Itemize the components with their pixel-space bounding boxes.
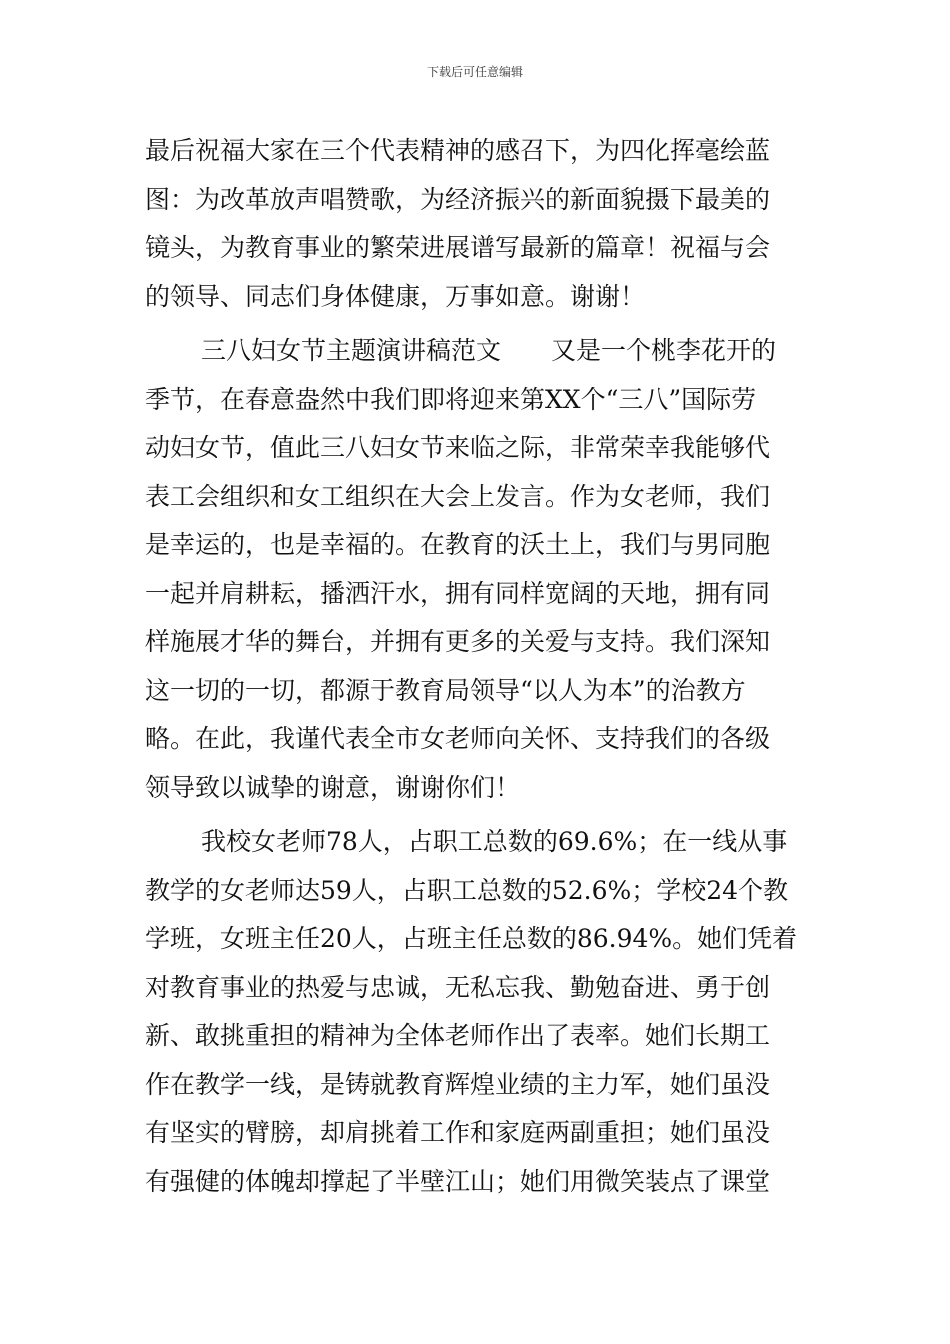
text-line: 的领导、同志们身体健康，万事如意。谢谢！ bbox=[145, 281, 646, 311]
paragraph bbox=[145, 327, 810, 812]
text-line: 领导致以诚挚的谢意，谢谢你们！ bbox=[145, 772, 521, 802]
text-line: 有坚实的臂膀，却肩挑着工作和家庭两副重担；她们虽没 bbox=[145, 1118, 771, 1147]
document-body bbox=[145, 127, 810, 1206]
paragraph bbox=[145, 818, 810, 1206]
text-line: 对教育事业的热爱与忠诚，无私忘我、勤勉奋进、勇于创 bbox=[145, 972, 771, 1002]
text-line: 有强健的体魄却撑起了半壁江山；她们用微笑装点了课堂 bbox=[145, 1166, 771, 1196]
text-line: 季节，在春意盎然中我们即将迎来第XX个“三八”国际劳 bbox=[145, 384, 757, 414]
text-line: 图：为改革放声唱赞歌，为经济振兴的新面貌摄下最美的 bbox=[145, 184, 771, 214]
text-line: 镜头，为教育事业的繁荣进展谱写最新的篇章！祝福与会 bbox=[145, 233, 771, 262]
text-line: 表工会组织和女工组织在大会上发言。作为女老师，我们 bbox=[145, 481, 771, 511]
text-line: 教学的女老师达59人，占职工总数的52.6%；学校24个教 bbox=[145, 875, 789, 905]
text-line: 一起并肩耕耘，播洒汗水，拥有同样宽阔的天地，拥有同 bbox=[145, 578, 771, 608]
text-line: 略。在此，我谨代表全市女老师向关怀、支持我们的各级 bbox=[145, 724, 771, 753]
paragraph bbox=[145, 127, 810, 321]
text-line: 是幸运的，也是幸福的。在教育的沃土上，我们与男同胞 bbox=[145, 530, 771, 559]
text-line: 最后祝福大家在三个代表精神的感召下，为四化挥毫绘蓝 bbox=[145, 136, 771, 165]
page-header: 下载后可任意编辑 bbox=[426, 65, 523, 79]
text-line: 学班，女班主任20人，占班主任总数的86.94%。她们凭着 bbox=[145, 924, 798, 953]
text-line: 我校女老师78人，占职工总数的69.6%；在一线从事 bbox=[201, 827, 788, 856]
text-line: 作在教学一线，是铸就教育辉煌业绩的主力军，她们虽没 bbox=[145, 1069, 771, 1099]
text-line: 动妇女节，值此三八妇女节来临之际，非常荣幸我能够代 bbox=[145, 433, 771, 462]
text-line: 样施展才华的舞台，并拥有更多的关爱与支持。我们深知 bbox=[145, 627, 771, 656]
text-line: 新、敢挑重担的精神为全体老师作出了表率。她们长期工 bbox=[145, 1021, 771, 1050]
text-line: 三八妇女节主题演讲稿范文 又是一个桃李花开的 bbox=[201, 336, 777, 365]
text-line: 这一切的一切，都源于教育局领导“以人为本”的治教方 bbox=[145, 675, 746, 705]
